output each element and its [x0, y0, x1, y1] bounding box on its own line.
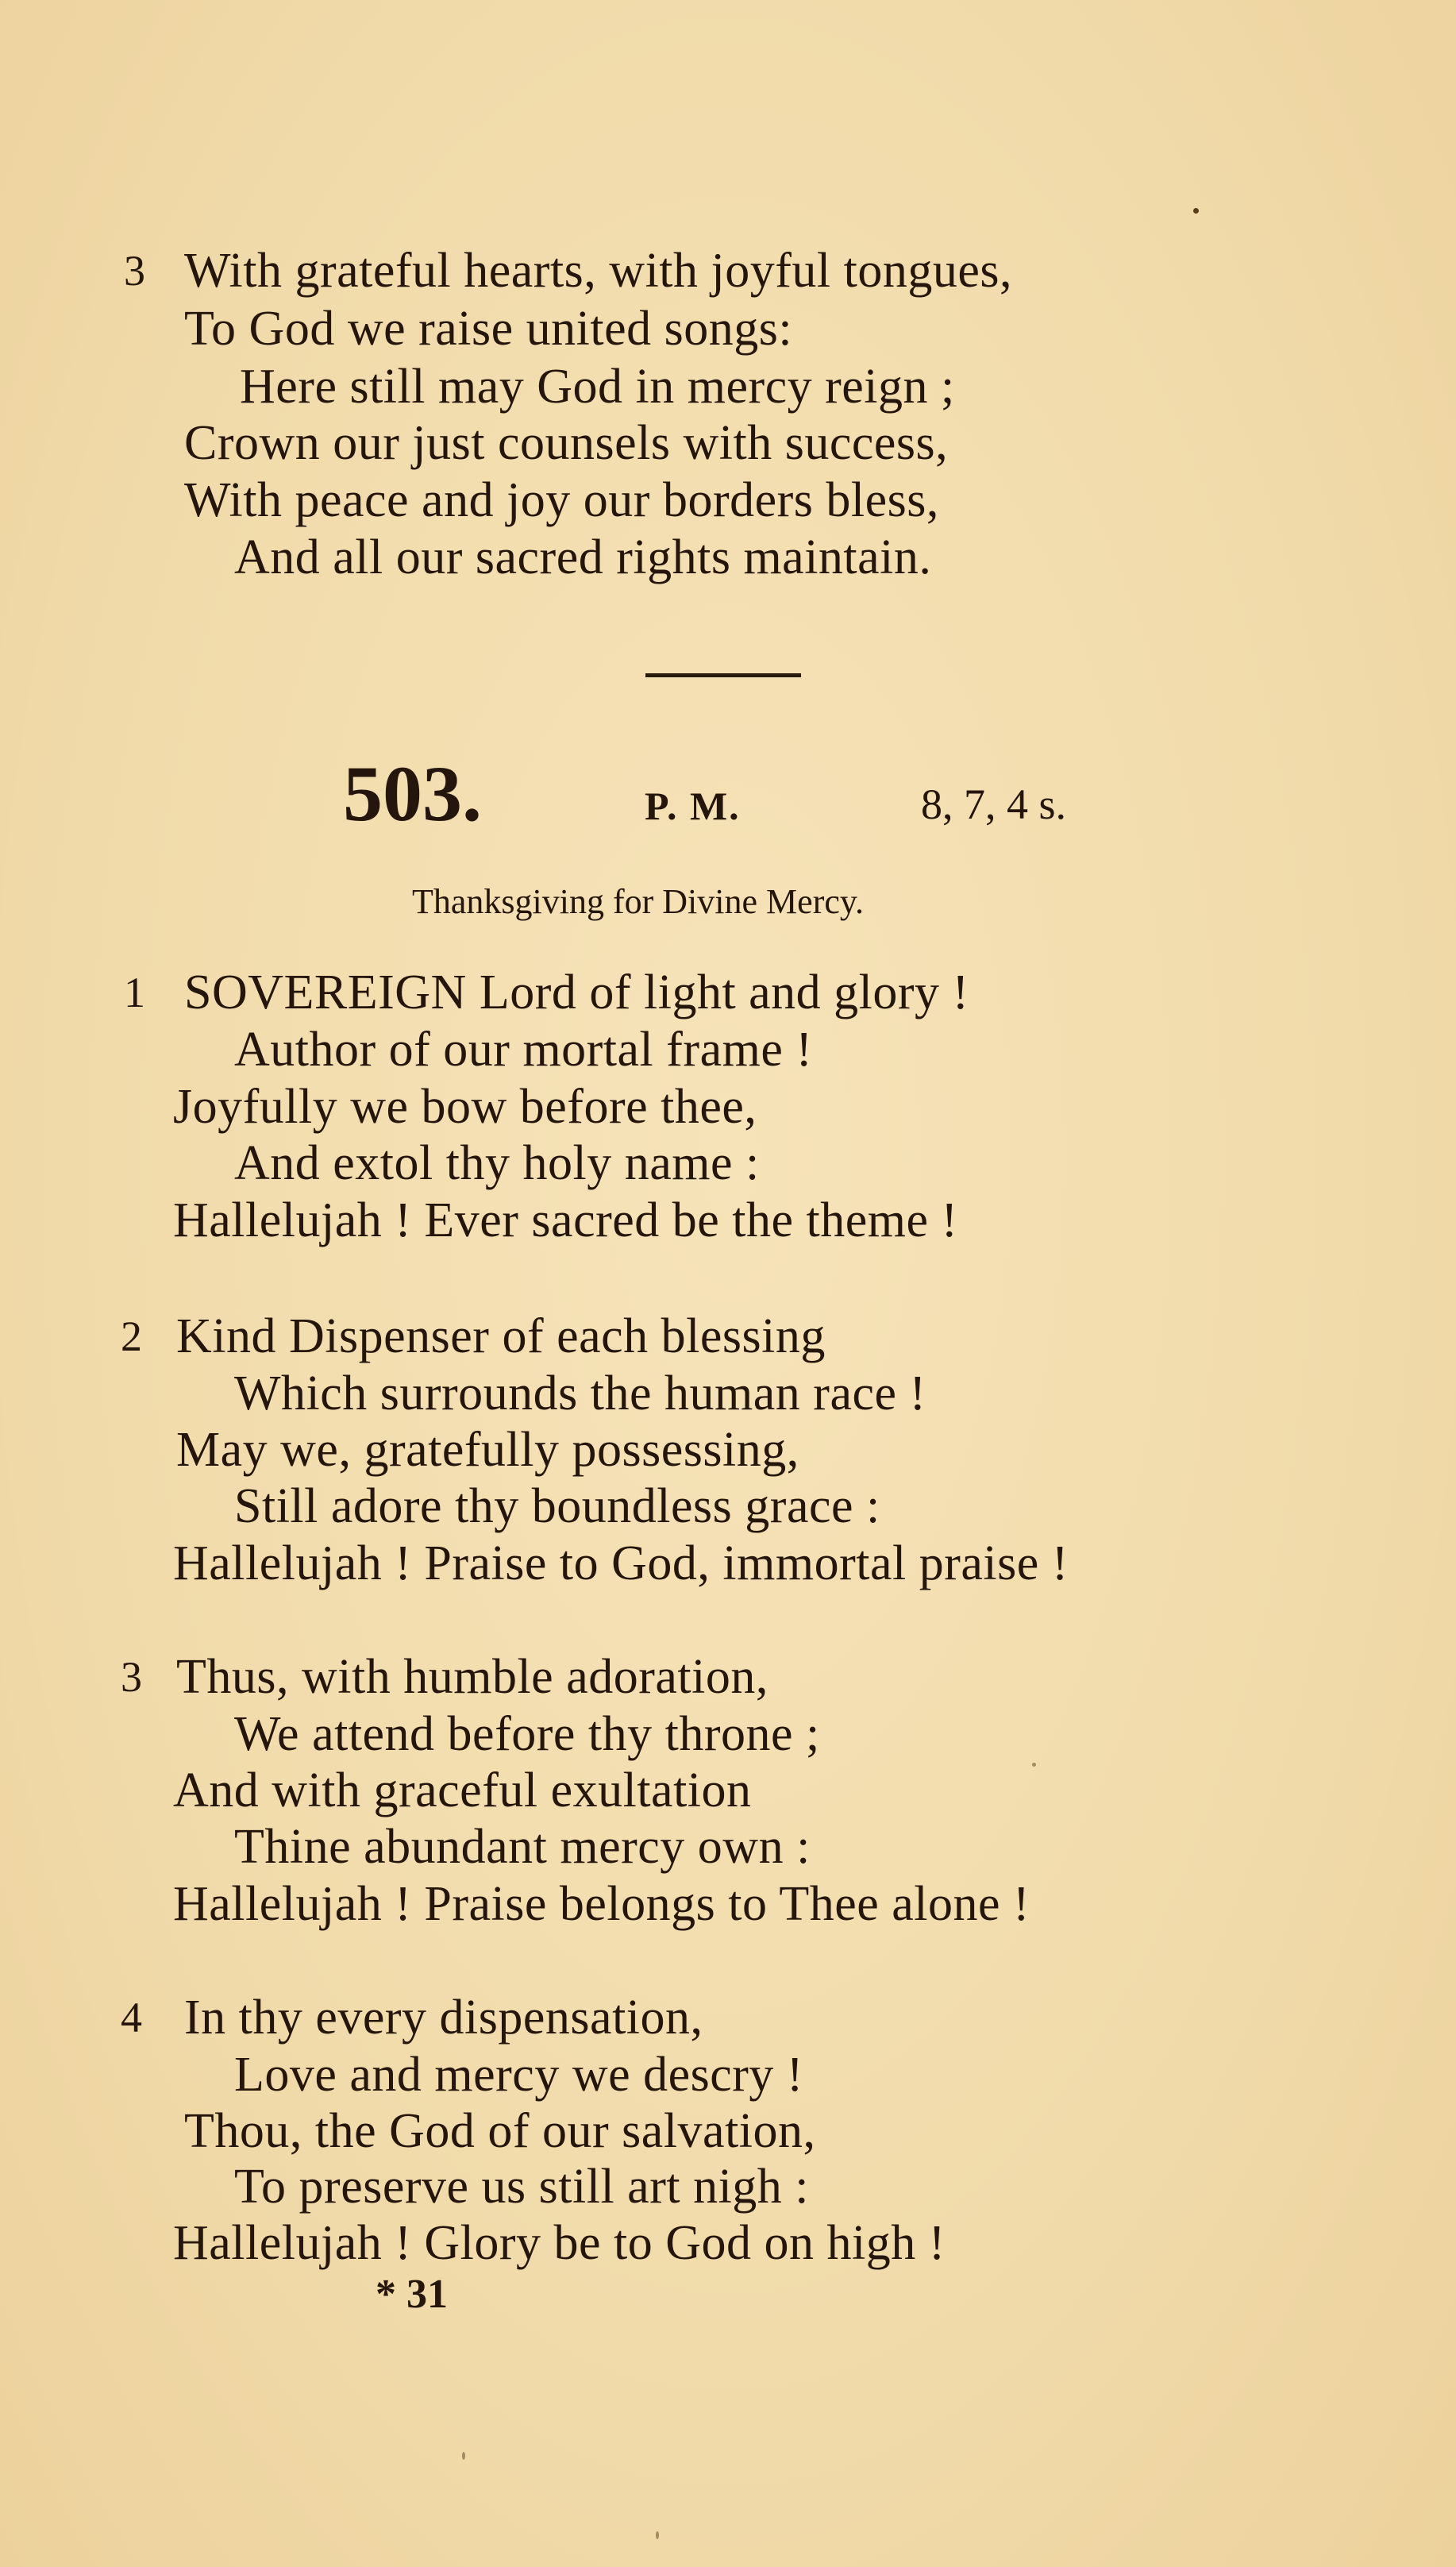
- stanza-line: We attend before thy throne ;: [234, 1707, 820, 1761]
- stanza-line: Hallelujah ! Ever sacred be the theme !: [173, 1193, 958, 1247]
- stanza-line: Hallelujah ! Glory be to God on high !: [173, 2216, 946, 2270]
- stanza-number: 3: [124, 247, 145, 295]
- hymn-number: 503.: [343, 750, 482, 838]
- stanza-line: Here still may God in mercy reign ;: [240, 360, 955, 414]
- stanza-line: Kind Dispenser of each blessing: [176, 1309, 826, 1363]
- paper-speck: [656, 2531, 659, 2539]
- stanza-number: 3: [121, 1653, 142, 1701]
- stanza-line: And with graceful exultation: [173, 1763, 752, 1817]
- stanza-line: With peace and joy our borders bless,: [184, 473, 939, 527]
- stanza-line: Thus, with humble adoration,: [176, 1650, 768, 1704]
- stanza-number: 4: [121, 1994, 142, 2041]
- stanza-line: SOVEREIGN Lord of light and glory !: [184, 966, 969, 1019]
- stanza-line: In thy every dispensation,: [184, 1991, 703, 2045]
- stanza-line: Crown our just counsels with success,: [184, 416, 949, 470]
- stanza-line: Love and mercy we descry !: [234, 2048, 804, 2102]
- stanza-number: 2: [121, 1312, 142, 1360]
- stanza-line: To preserve us still art nigh :: [234, 2160, 810, 2214]
- stanza-line: With grateful hearts, with joyful tongues,: [184, 244, 1013, 298]
- paper-speck: [462, 2452, 465, 2460]
- stanza-line: And extol thy holy name :: [234, 1136, 760, 1190]
- section-divider: [645, 673, 801, 677]
- stanza-line: Which surrounds the human race !: [234, 1366, 926, 1420]
- stanza-line: Joyfully we bow before thee,: [173, 1080, 757, 1134]
- meter: 8, 7, 4 s.: [921, 781, 1067, 828]
- hymn-title: Thanksgiving for Divine Mercy.: [412, 882, 865, 921]
- paper-speck: [1193, 208, 1199, 214]
- stanza-line: And all our sacred rights maintain.: [234, 530, 932, 584]
- stanza-line: Thou, the God of our salvation,: [184, 2104, 816, 2158]
- meter-label: P. M.: [645, 784, 741, 828]
- stanza-line: Hallelujah ! Praise to God, immortal praise !: [173, 1536, 1069, 1590]
- stanza-number: 1: [124, 969, 145, 1016]
- stanza-line: Author of our mortal frame !: [234, 1023, 813, 1077]
- paper-speck: [1032, 1763, 1036, 1767]
- stanza-line: To God we raise united songs:: [184, 302, 793, 356]
- stanza-line: Thine abundant mercy own :: [234, 1820, 811, 1874]
- stanza-line: Hallelujah ! Praise belongs to Thee alone !: [173, 1877, 1030, 1931]
- signature-mark: * 31: [376, 2272, 448, 2317]
- stanza-line: Still adore thy boundless grace :: [234, 1479, 880, 1533]
- stanza-line: May we, gratefully possessing,: [176, 1423, 799, 1477]
